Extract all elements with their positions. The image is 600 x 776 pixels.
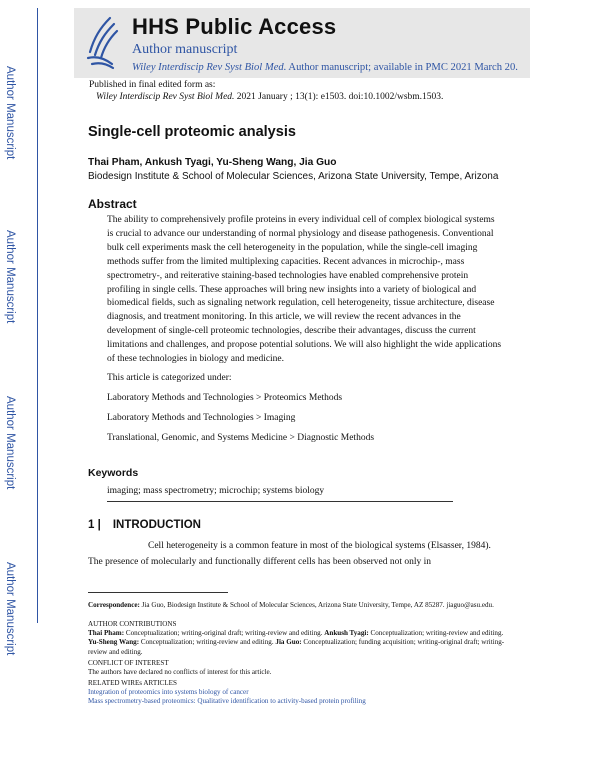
category-item: Laboratory Methods and Technologies > Proteomics Methods [107, 393, 343, 403]
keywords-heading: Keywords [88, 467, 139, 479]
section-title: INTRODUCTION [112, 519, 201, 531]
introduction-text: Cell heterogeneity is a common feature in most of the biological systems (Elsasser, 1984). The presence of molecularly and functionally different cells has been observed not only in [88, 541, 491, 567]
contrib-name: Ankush Tyagi: [324, 629, 369, 637]
hhs-banner [74, 8, 530, 78]
contrib-name: Jia Guo: [275, 638, 302, 647]
published-citation-text: 2021 January ; 13(1): e1503. doi:10.1002/wsbm.1503. [236, 92, 444, 102]
contrib-role: Conceptualization; writing-original draft; writing-review and editing. [125, 629, 323, 637]
contributions-heading: AUTHOR CONTRIBUTIONS [88, 620, 177, 628]
contrib-name: Yu-Sheng Wang: [88, 638, 140, 647]
availability-status: Author manuscript; available in PMC 2021 March 20. [288, 62, 518, 73]
availability-line [132, 62, 518, 73]
contributions-text [88, 629, 508, 657]
category-item: Laboratory Methods and Technologies > Imaging [107, 413, 296, 423]
journal-name: Wiley Interdiscip Rev Syst Biol Med. [132, 62, 287, 73]
related-link[interactable]: Integration of proteomics into systems biology of cancer [88, 688, 249, 696]
related-link[interactable]: Mass spectrometry-based proteomics: Qualitative identification to activity-based protein profiling [88, 697, 366, 705]
keywords-divider [107, 501, 453, 502]
contrib-role: Conceptualization; writing-review and editing. [140, 638, 274, 647]
published-journal: Wiley Interdiscip Rev Syst Biol Med. [96, 92, 235, 102]
affiliation: Biodesign Institute & School of Molecular Sciences, Arizona State University, Tempe, Arizona [88, 171, 499, 182]
coi-text: The authors have declared no conflicts of interest for this article. [88, 668, 272, 676]
side-label-author-manuscript: Author Manuscript [4, 396, 16, 490]
keywords-list: imaging; mass spectrometry; microchip; systems biology [107, 486, 325, 496]
side-label-author-manuscript: Author Manuscript [4, 230, 16, 324]
side-rule [37, 8, 38, 623]
footnote-divider [88, 592, 228, 593]
abstract-text: The ability to comprehensively profile proteins in every individual cell of complex biological systems is crucial to advance our understanding of normal physiology and disease pathogenesis. Conventional bulk cell experiments mask the cell heterogeneity in the population, while the single-cell imaging methods suffer from the limited multiplexing capacities. Recent advances in microchip-, mass spectrometry-, and reiterative staining-based technologies have enabled comprehensive protein profiling in single cells. These approaches will bring new insights into a variety of biological and biomedical fields, such as signaling network regulation, cell heterogeneity, tissue architecture, disease diagnosis, and treatment monitoring. In this article, we will review the recent advances in the development of single-cell proteomic technologies, describe their advantages, discuss the current limitations and challenges, and propose potential solutions. We will also highlight the wide applications of these technologies in biology and medicine. [107, 215, 502, 365]
contrib-role: Conceptualization; writing-review and editing. [370, 629, 504, 637]
contrib-role: Conceptualization; funding acquisition; writing-original draft; writing-review and editing. [88, 638, 505, 656]
side-label-author-manuscript: Author Manuscript [4, 66, 16, 160]
side-label-author-manuscript: Author Manuscript [4, 562, 16, 656]
hhs-eagle-icon [80, 12, 124, 72]
related-heading: RELATED WIREs ARTICLES [88, 679, 177, 687]
abstract-heading: Abstract [88, 197, 137, 211]
published-citation [96, 92, 443, 102]
author-manuscript-label: Author manuscript [132, 42, 238, 57]
coi-heading: CONFLICT OF INTEREST [88, 659, 169, 667]
introduction-heading [88, 519, 201, 531]
contrib-name: Thai Pham: [88, 629, 125, 637]
hhs-title: HHS Public Access [132, 14, 337, 39]
section-number: 1 | [88, 519, 101, 531]
article-title: Single-cell proteomic analysis [88, 124, 296, 140]
categories-intro: This article is categorized under: [107, 373, 232, 383]
author-list: Thai Pham, Ankush Tyagi, Yu-Sheng Wang, Jia Guo [88, 157, 337, 168]
category-item: Translational, Genomic, and Systems Medicine > Diagnostic Methods [107, 433, 375, 443]
correspondence-label: Correspondence: [88, 601, 140, 609]
correspondence-text: Jia Guo, Biodesign Institute & School of Molecular Sciences, Arizona State University, Tempe, AZ 85287. jiaguo@asu.edu. [141, 601, 494, 609]
published-label: Published in final edited form as: [89, 80, 216, 90]
correspondence-note [88, 601, 508, 610]
